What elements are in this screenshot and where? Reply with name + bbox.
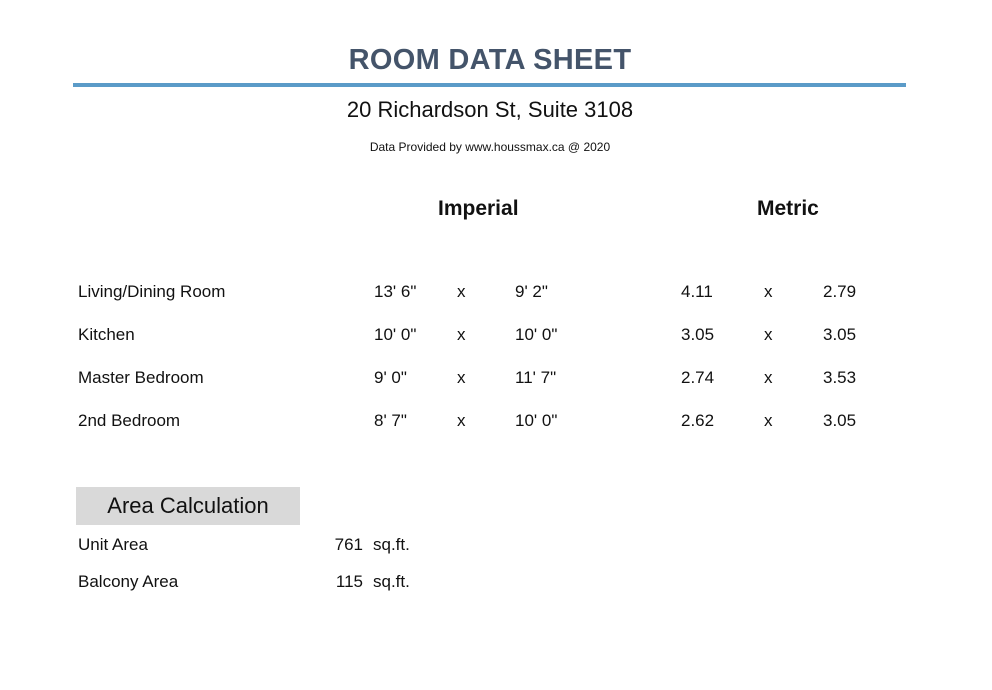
room-name: Living/Dining Room [78,282,226,301]
imperial-length: 10' 0" [515,411,558,430]
area-row-unit [0,535,992,559]
imperial-length: 11' 7" [515,368,557,387]
imperial-separator: x [457,325,466,344]
metric-length: 3.05 [823,325,857,344]
metric-separator: x [764,282,773,301]
metric-column-heading: Metric [757,197,819,220]
imperial-separator: x [457,368,466,387]
metric-separator: x [764,411,773,430]
area-row-balcony [0,572,992,596]
metric-length: 2.79 [823,282,857,301]
metric-width: 4.11 [681,282,713,301]
room-row-living-dining [0,282,992,306]
property-address: 20 Richardson St, Suite 3108 [346,97,634,122]
room-row-kitchen [0,325,992,349]
data-provider-note: Data Provided by www.houssmax.ca @ 2020 [369,140,611,154]
metric-separator: x [764,368,773,387]
area-unit: sq.ft. [373,535,410,554]
room-row-2nd-bedroom [0,411,992,435]
area-calculation-heading: Area Calculation [76,487,300,525]
imperial-column-heading: Imperial [438,197,519,220]
title-divider [73,83,906,87]
imperial-separator: x [457,282,466,301]
room-name: Master Bedroom [78,368,204,387]
metric-separator: x [764,325,773,344]
imperial-length: 10' 0" [515,325,558,344]
imperial-width: 13' 6" [374,282,417,301]
room-row-master-bedroom [0,368,992,392]
page-title: ROOM DATA SHEET [348,44,632,76]
area-value: 761 [334,535,363,554]
metric-width: 2.74 [681,368,715,387]
area-unit: sq.ft. [373,572,410,591]
imperial-width: 9' 0" [374,368,407,387]
imperial-width: 10' 0" [374,325,417,344]
imperial-width: 8' 7" [374,411,407,430]
metric-length: 3.53 [823,368,857,387]
area-value: 115 [335,572,363,591]
area-label: Balcony Area [78,572,179,591]
room-name: 2nd Bedroom [78,411,181,430]
metric-width: 3.05 [681,325,715,344]
imperial-separator: x [457,411,466,430]
room-name: Kitchen [78,325,135,344]
metric-width: 2.62 [681,411,715,430]
imperial-length: 9' 2" [515,282,548,301]
area-label: Unit Area [78,535,148,554]
metric-length: 3.05 [823,411,857,430]
